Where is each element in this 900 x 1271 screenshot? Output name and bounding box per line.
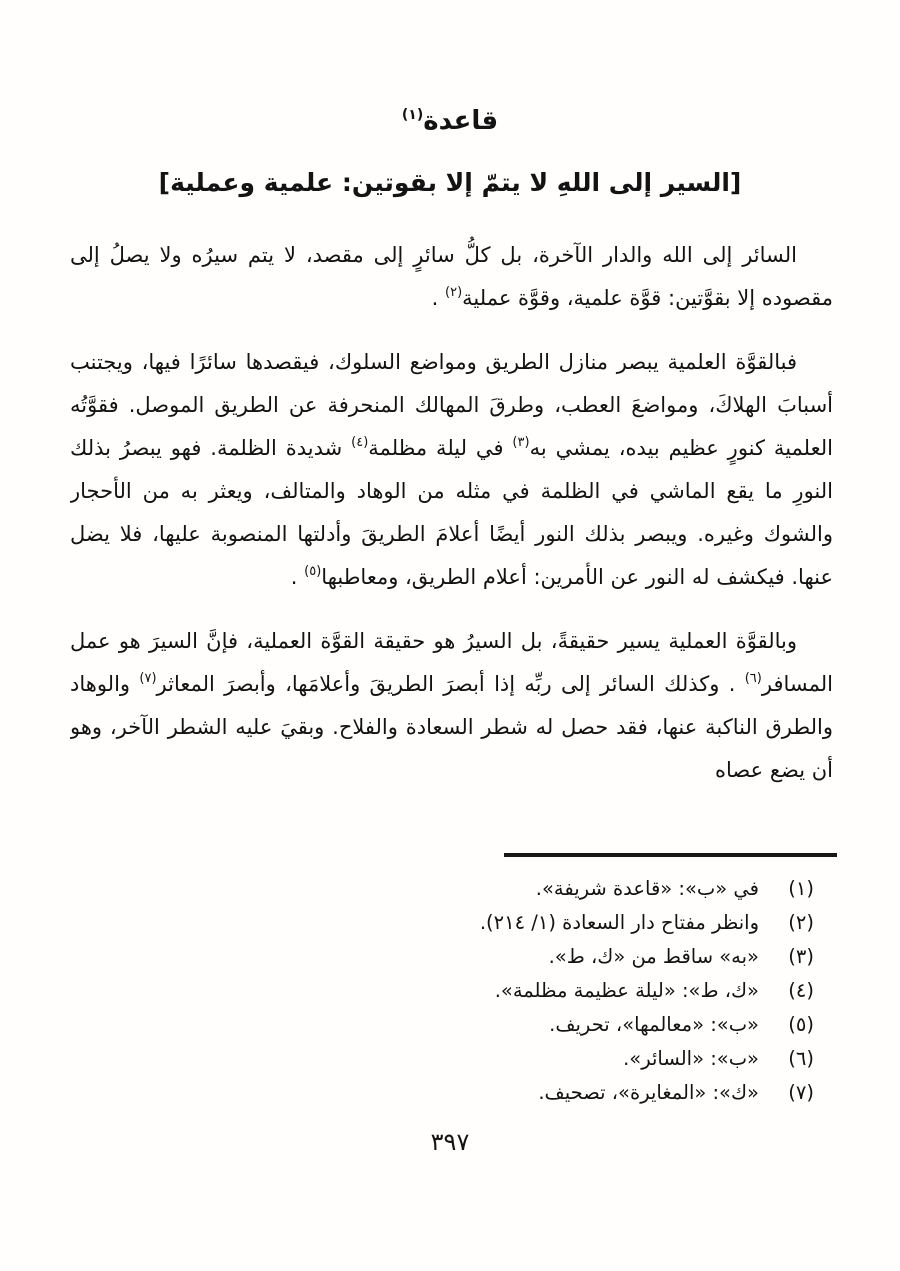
body-paragraph-1	[70, 234, 833, 320]
footnote-item	[70, 872, 814, 906]
footnote-text: «ب»: «السائر».	[623, 1047, 759, 1070]
footnote-text: «ك، ط»: «ليلة عظيمة مظلمة».	[494, 979, 759, 1002]
body-paragraph-2	[70, 341, 833, 599]
paragraph-text: فبالقوَّة العلمية يبصر منازل الطريق ومواضع السلوك، فيقصدها سائرًا فيها، ويجتنب أسبابَ الهلاكَ، ومواضعَ العطب، وطرقَ المهالك المنحرفة عن الطريق الموصل. فقوَّتُه العلمية كنورٍ عظيم بيده، يمشي به	[70, 350, 833, 460]
paragraph-text: السائر إلى الله والدار الآخرة، بل كلُّ سائرٍ إلى مقصد، لا يتم سيرُه ولا يصلُ إلى مقصوده إلا بقوَّتين: قوَّة علمية، وقوَّة عملية	[70, 243, 833, 310]
footnotes-block	[70, 872, 814, 1110]
chapter-title-text: قاعدة	[423, 106, 499, 136]
footnote-text: «ك»: «المغايرة»، تصحيف.	[538, 1081, 759, 1104]
footnote-marker-6: (٦)	[744, 671, 762, 686]
footnote-item	[70, 1042, 814, 1076]
footnote-number: (٣)	[788, 945, 814, 968]
footnote-item	[70, 974, 814, 1008]
footnote-text: في «ب»: «قاعدة شريفة».	[535, 877, 759, 900]
paragraph-text: وبالقوَّة العملية يسير حقيقةً، بل السيرُ هو حقيقة القوَّة العملية، فإنَّ السيرَ هو عمل المسافر	[70, 629, 833, 696]
footnote-number: (٢)	[788, 911, 814, 934]
paragraph-text: .	[290, 565, 305, 589]
paragraph-text: شديدة الظلمة. فهو يبصرُ بذلك النورِ ما يقع الماشي في الظلمة في مثله من الوهاد والمتالف، ويعثر به من الأحجار والشوك وغيره. ويبصر بذلك النور أيضًا أعلامَ الطريقَ وأدلتها المنصوبة عليها، فلا يضل عنها. فيكشف له النور عن الأمرين: أعلام الطريق، ومعاطبها	[70, 436, 833, 589]
footnote-marker-1: (١)	[401, 107, 424, 123]
footnote-text: وانظر مفتاح دار السعادة (١/ ٢١٤).	[479, 911, 759, 934]
footnote-number: (٥)	[788, 1013, 814, 1036]
footnote-item	[70, 906, 814, 940]
footnotes-divider	[504, 853, 837, 857]
body-text	[70, 234, 833, 792]
footnote-item	[70, 1076, 814, 1110]
footnote-marker-7: (٧)	[139, 671, 157, 686]
paragraph-text: والوهاد والطرق الناكبة عنها، فقد حصل له شطر السعادة والفلاح. وبقيَ عليه الشطر الآخر، وهو أن يضع عصاه	[70, 672, 833, 782]
chapter-title	[0, 106, 900, 136]
footnote-number: (٦)	[788, 1047, 814, 1070]
footnote-marker-2: (٢)	[445, 285, 463, 300]
paragraph-text: .	[431, 286, 446, 310]
footnote-text: «ب»: «معالمها»، تحريف.	[549, 1013, 759, 1036]
footnote-text: «به» ساقط من «ك، ط».	[548, 945, 759, 968]
page-number: ٣٩٧	[430, 1128, 470, 1156]
footnote-item	[70, 940, 814, 974]
footnote-number: (٤)	[788, 979, 814, 1002]
footnote-marker-3: (٣)	[512, 435, 530, 450]
footnote-item	[70, 1008, 814, 1042]
footnote-marker-4: (٤)	[351, 435, 369, 450]
body-paragraph-3	[70, 620, 833, 792]
section-heading: [السير إلى اللهِ لا يتمّ إلا بقوتين: علمية وعملية]	[158, 168, 742, 197]
paragraph-text: . وكذلك السائر إلى ربِّه إذا أبصرَ الطريقَ وأعلامَها، وأبصرَ المعاثر	[156, 672, 745, 696]
footnote-number: (٧)	[788, 1081, 814, 1104]
paragraph-text: في ليلة مظلمة	[368, 436, 513, 460]
footnote-marker-5: (٥)	[304, 564, 322, 579]
footnote-number: (١)	[788, 877, 814, 900]
